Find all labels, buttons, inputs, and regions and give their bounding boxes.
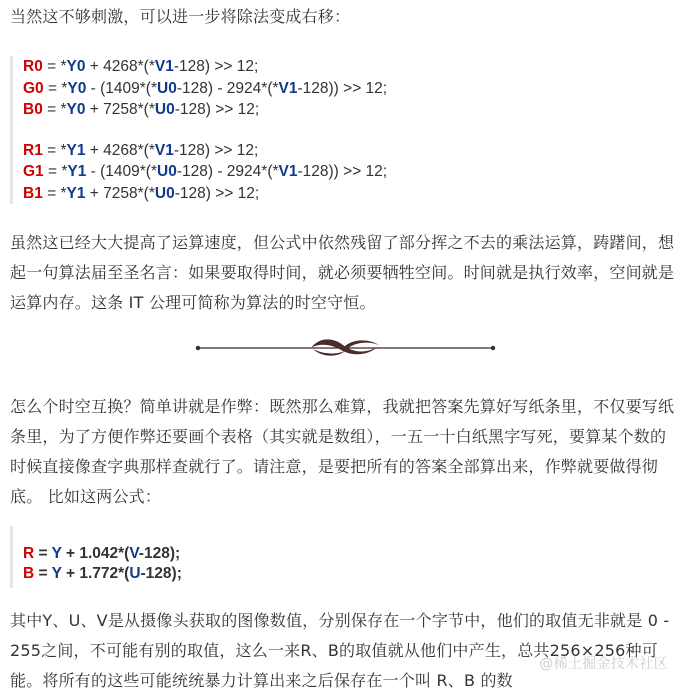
ornamental-swirl-icon: [193, 333, 498, 363]
cheat-paragraph: 怎么个时空互换？简单讲就是作弊：既然那么难算，我就把答案先算好写纸条里，不仅要写纸条里，为了方便作弊还要画个表格（其实就是数组），一五一十白纸黑字写死，要算某个数的时候直接像查字典那样查就行了。请注意，是要把所有的答案全部算出来，作弊就要做得彻底。 比如这两公式：: [10, 397, 675, 506]
code-block-formula: [10, 526, 678, 588]
yuv-paragraph: 其中Y、U、V是从摄像头获取的图像数值，分别保存在一个字节中，他们的取值无非就是 0 - 255之间，不可能有别的取值，这么一来R、B的取值就从他们中产生，总共256×256种可能。将所有的这些可能统统暴力计算出来之后保存在一个叫 R、B 的数: [10, 611, 670, 690]
speed-paragraph: 虽然这已经大大提高了运算速度，但公式中依然残留了部分挥之不去的乘法运算，踌躇间，想起一句算法届至圣名言：如果要取得时间，就必须要牺牲空间。时间就是执行效率，空间就是运算内存。这条 IT 公理可简称为算法的时空守恒。: [10, 233, 675, 312]
code-line-g1: G1 = *Y1 - (1409*(*U0-128) - 2924*(*V1-128)) >> 12;: [23, 163, 388, 180]
watermark: @稀土掘金技术社区: [539, 656, 668, 672]
code-line-r1: R1 = *Y1 + 4268*(*V1-128) >> 12;: [23, 141, 259, 159]
code-line-r: R = Y + 1.042*(V-128);: [23, 545, 181, 562]
code-line-r0: R0 = *Y0 + 4268*(*V1-128) >> 12;: [23, 58, 259, 75]
code-line-b1: B1 = *Y1 + 7258*(*U0-128) >> 12;: [23, 184, 260, 202]
code-line-b0: B0 = *Y0 + 7258*(*U0-128) >> 12;: [23, 101, 260, 118]
code-line-b: B = Y + 1.772*(U-128);: [23, 565, 182, 582]
code-line-g0: G0 = *Y0 - (1409*(*U0-128) - 2924*(*V1-128)) >> 12;: [23, 79, 388, 97]
intro-paragraph: 当然这不够刺激，可以进一步将除法变成右移：: [10, 7, 351, 26]
code-block-shift: [10, 56, 678, 204]
